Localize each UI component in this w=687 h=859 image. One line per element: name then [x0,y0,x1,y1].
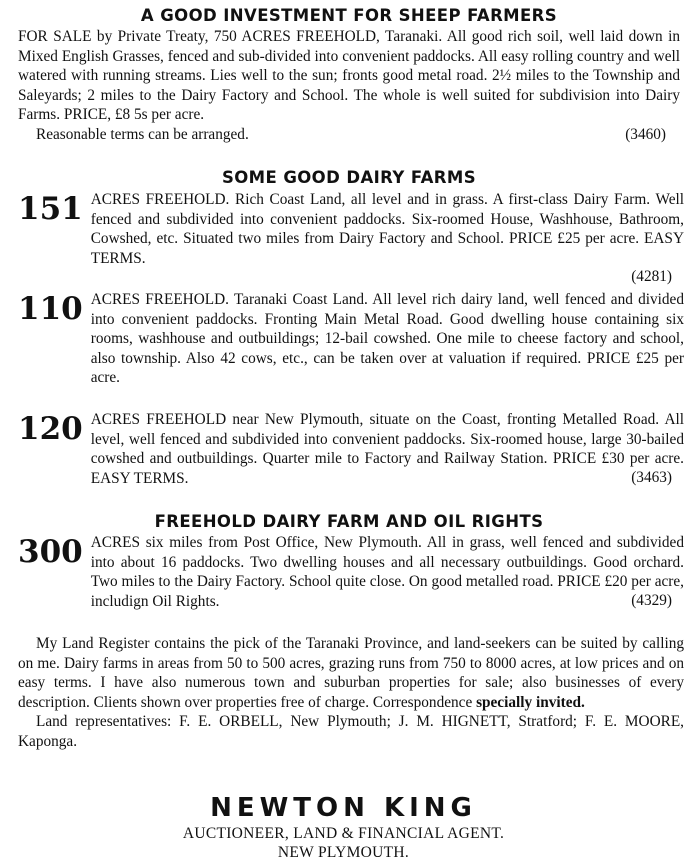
agent-place: NEW PLYMOUTH. [277,844,410,859]
land-register-notice [18,634,684,752]
farm-120-lead [18,410,684,488]
farm-151-number: 151 [18,191,83,227]
dairy-farms-heading: SOME GOOD DAIRY FARMS [221,168,477,187]
land-register-paragraph [18,634,684,712]
agent-title: AUCTIONEER, LAND & FINANCIAL AGENT. [182,825,505,842]
farm-151-ref-line [18,267,684,287]
land-representatives: Land representatives: F. E. ORBELL, New Plymouth; J. M. HIGNETT, Stratford; F. E. MOORE, Kaponga. [18,713,684,750]
sheep-farm-advertisement [18,6,680,145]
farm-300-number: 300 [18,534,83,570]
farm-151-lead [18,190,684,268]
sheep-farm-terms-line [18,125,680,145]
land-register-emphasis: specially invited. [476,693,585,711]
farm-110-number: 110 [18,291,83,327]
farm-300-ref: (4329) [631,592,672,610]
farm-300-lead [18,533,684,611]
land-register-body: My Land Register contains the pick of the Taranaki Province, and land-seekers can be suited by calling on me. Dairy farms in areas from 50 to 500 acres, grazing runs from 750 to 8000 acres, at low prices and on easy terms. I have also numerous town and suburban properties for sale; also businesses of every description. Clients shown over properties free of charge. Correspondence [18,635,684,711]
agent-footer [0,793,687,859]
farm-151-body: ACRES FREEHOLD. Rich Coast Land, all level and in grass. A first-class Dairy Farm. Well fenced and subdivided into convenient paddocks. Six-roomed House, Washhouse, Bathroom, Cowshed, etc. Situated two miles from Dairy Factory and School. PRICE £25 per acre. EASY TERMS. [90,191,684,267]
farm-151-ref: (4281) [631,268,672,286]
farm-110-listing [18,290,684,388]
farm-110-body: ACRES FREEHOLD. Taranaki Coast Land. All level rich dairy land, well fenced and divided into convenient paddocks. Fronting Main Metal Road. Good dwelling house containing six rooms, washhouse and outbuildings; 12-bail cowshed. One mile to cheese factory and school, also township. Also 42 cows, etc., can be taken over at valuation if required. PRICE £25 per acre. [90,291,684,387]
farm-120-listing [18,410,684,488]
farm-120-body: ACRES FREEHOLD near New Plymouth, situate on the Coast, fronting Metalled Road. All level, well fenced and subdivided into convenient paddocks. Six-roomed house, large 30-bailed cowshed and outbuildings. Quarter mile to Factory and Railway Station. PRICE £30 per acre. EASY TERMS. [90,411,684,487]
sheep-farm-body: FOR SALE by Private Treaty, 750 ACRES FREEHOLD, Taranaki. All good rich soil, well laid down in Mixed English Grasses, fenced and sub-divided into convenient paddocks. All easy rolling country and well watered with running streams. Lies well to the sun; fronts good metal road. 2½ miles to the Township and Saleyards; 2 miles to the Dairy Factory and School. The whole is well suited for subdivision into Dairy Farms. PRICE, £8 5s per acre. [18,28,680,124]
farm-120-number: 120 [18,411,83,447]
sheep-farm-terms: Reasonable terms can be arranged. [36,125,249,143]
sheep-farm-ref: (3460) [625,125,666,143]
farm-151-listing [18,190,684,287]
agent-name: NEWTON KING [210,793,477,823]
farm-300-body: ACRES six miles from Post Office, New Plymouth. All in grass, well fenced and subdivided into about 16 paddocks. Two dwelling houses and all necessary outbuildings. Good orchard. Two miles to the Dairy Factory. School quite close. On good metalled road. PRICE £20 per acre, includign Oil Rights. [90,534,684,610]
oil-rights-heading: FREEHOLD DAIRY FARM AND OIL RIGHTS [154,512,544,531]
farm-300-listing [18,533,684,611]
sheep-farm-heading: A GOOD INVESTMENT FOR SHEEP FARMERS [140,6,558,25]
farm-120-ref: (3463) [631,469,672,487]
farm-110-lead [18,290,684,388]
